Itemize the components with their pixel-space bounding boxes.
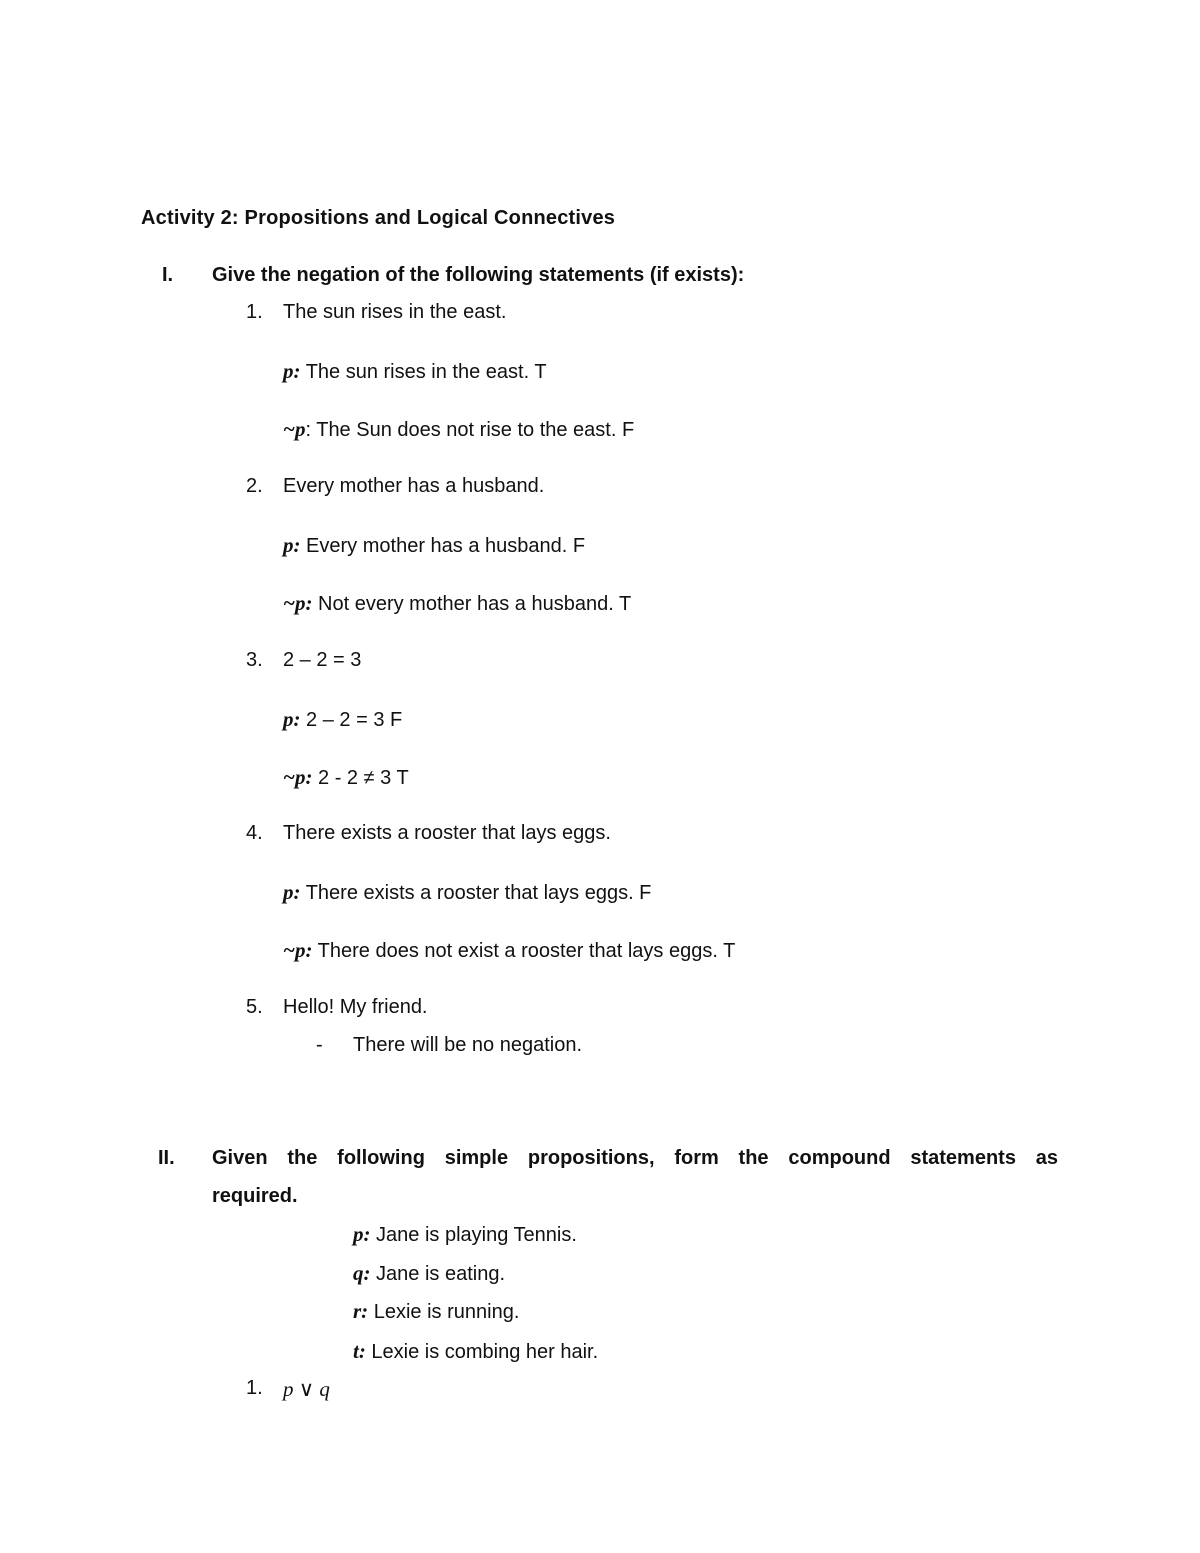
simple-proposition-q [353,1261,505,1286]
neg-p-text: 2 - 2 ≠ 3 T [312,767,409,789]
simple-proposition-r [353,1299,519,1324]
item-4-negation [283,938,735,963]
neg-p-label: ~p: [283,765,313,789]
neg-p-text: : The Sun does not rise to the east. F [305,419,635,441]
p-label: p: [283,880,301,904]
section-1-numeral: I. [162,264,174,286]
p-text: 2 – 2 = 3 F [300,709,403,731]
neg-p-text: Not every mother has a husband. T [312,593,632,615]
item-1-statement: The sun rises in the east. [283,301,507,323]
item-4-proposition [283,880,651,905]
prop-label: r: [353,1299,369,1323]
section-1-heading: Give the negation of the following statements (if exists): [212,264,745,286]
item-5-bullet: - [316,1034,323,1056]
item-2-number: 2. [246,475,263,497]
item-1-negation [283,417,634,442]
p-text: The sun rises in the east. T [300,361,547,383]
section-2-heading: Given the following simple propositions, form the compound statements as [212,1147,1058,1169]
simple-proposition-t [353,1339,598,1364]
p-label: p: [283,707,301,731]
item-3-number: 3. [246,649,263,671]
p-label: p: [283,533,301,557]
neg-p-label: ~p: [283,938,313,962]
p-text: Every mother has a husband. F [300,535,586,557]
section-2-heading-continued: required. [212,1185,298,1207]
item-3-negation [283,765,409,790]
item-5-note: There will be no negation. [353,1034,583,1056]
item-5-number: 5. [246,996,263,1018]
neg-p-text: There does not exist a rooster that lays eggs. T [312,940,736,962]
prop-text: Lexie is running. [368,1301,520,1323]
prop-text: Jane is eating. [370,1263,506,1285]
section-2-numeral: II. [158,1147,175,1169]
task-expression: p ∨ q [283,1377,330,1401]
item-4-statement: There exists a rooster that lays eggs. [283,822,611,844]
item-2-negation [283,591,631,616]
item-3-statement: 2 – 2 = 3 [283,649,362,671]
item-1-number: 1. [246,301,263,323]
item-3-proposition [283,707,402,732]
item-5-statement: Hello! My friend. [283,996,428,1018]
item-2-proposition [283,533,585,558]
prop-label: t: [353,1339,366,1363]
prop-text: Jane is playing Tennis. [370,1224,577,1246]
prop-label: q: [353,1261,371,1285]
neg-p-label: ~p: [283,591,313,615]
prop-text: Lexie is combing her hair. [365,1341,599,1363]
p-text: There exists a rooster that lays eggs. F [300,882,652,904]
neg-p-label: ~p [283,417,306,441]
task-1-number: 1. [246,1377,263,1399]
item-1-proposition [283,359,547,384]
task-1-expression [283,1377,330,1402]
item-2-statement: Every mother has a husband. [283,475,545,497]
p-label: p: [283,359,301,383]
simple-proposition-p [353,1222,577,1247]
prop-label: p: [353,1222,371,1246]
item-4-number: 4. [246,822,263,844]
page-title: Activity 2: Propositions and Logical Connectives [141,207,616,229]
